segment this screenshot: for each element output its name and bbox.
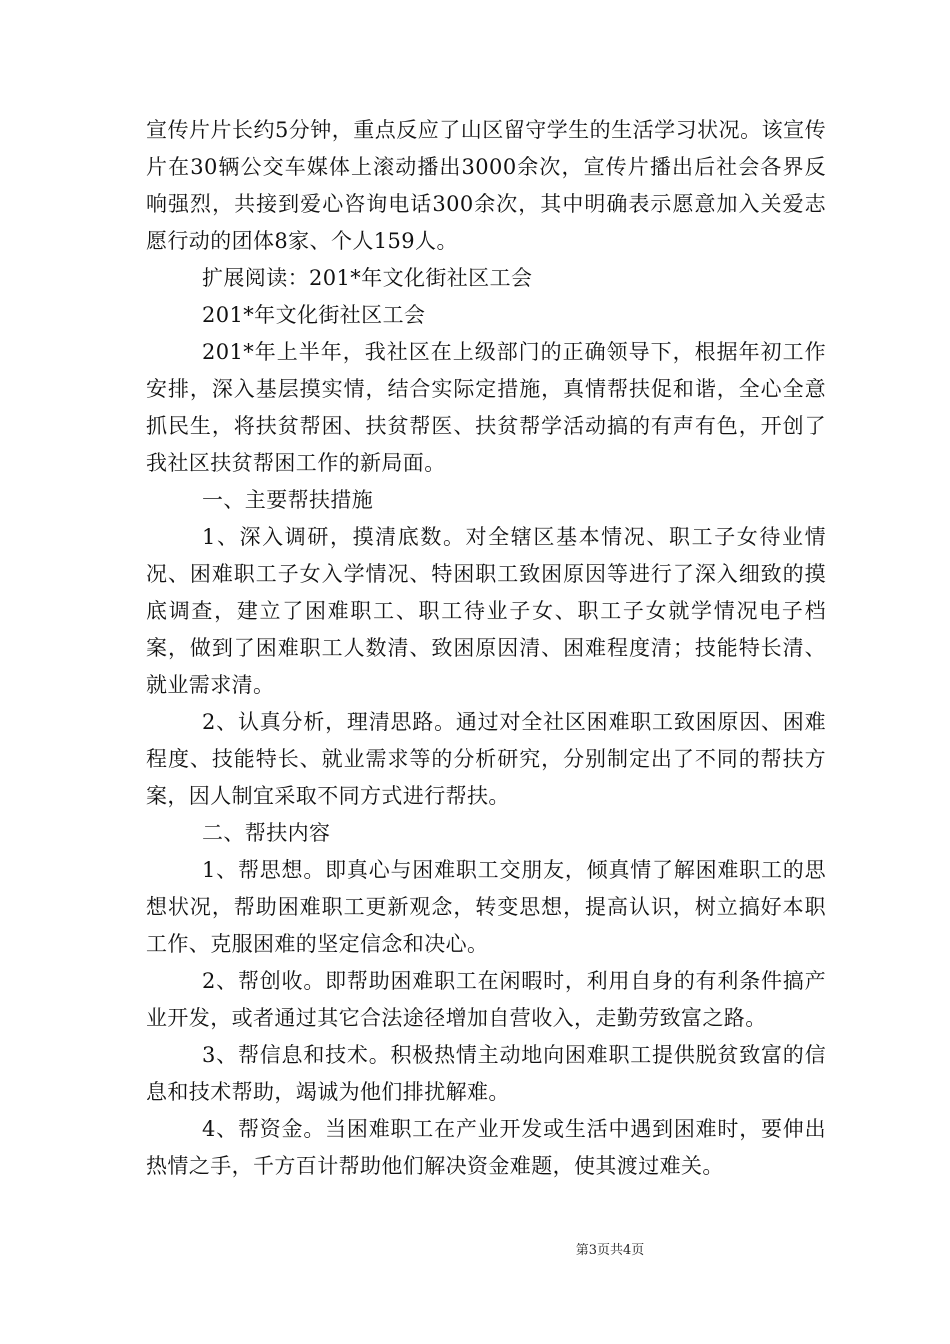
page-number-footer: 第3页共4页 [575,1243,645,1258]
paragraph-content-2: 2、帮创收。即帮助困难职工在闲暇时，利用自身的有利条件搞产业开发，或者通过其它合法途径增加自营收入，走勤劳致富之路。 [146,969,826,1030]
section-heading-measures: 一、主要帮扶措施 [202,488,374,512]
section-heading-content: 二、帮扶内容 [202,821,331,845]
paragraph-subtitle: 201*年文化街社区工会 [202,303,426,327]
paragraph-intro: 201*年上半年，我社区在上级部门的正确领导下，根据年初工作安排，深入基层摸实情，结合实际定措施，真情帮扶促和谐，全心全意抓民生，将扶贫帮困、扶贫帮医、扶贫帮学活动搞的有声有色，开创了我社区扶贫帮困工作的新局面。 [146,340,826,475]
paragraph-content-1: 1、帮思想。即真心与困难职工交朋友，倾真情了解困难职工的思想状况，帮助困难职工更新观念，转变思想，提高认识，树立搞好本职工作、克服困难的坚定信念和决心。 [146,858,826,956]
paragraph-measure-1: 1、深入调研，摸清底数。对全辖区基本情况、职工子女待业情况、困难职工子女入学情况、特困职工致困原因等进行了深入细致的摸底调查，建立了困难职工、职工待业子女、职工子女就学情况电子档案，做到了困难职工人数清、致困原因清、困难程度清；技能特长清、就业需求清。 [146,525,826,697]
paragraph-content-3: 3、帮信息和技术。积极热情主动地向困难职工提供脱贫致富的信息和技术帮助，竭诚为他们排扰解难。 [146,1043,826,1104]
paragraph-measure-2: 2、认真分析，理清思路。通过对全社区困难职工致困原因、困难程度、技能特长、就业需求等的分析研究，分别制定出了不同的帮扶方案，因人制宜采取不同方式进行帮扶。 [146,710,826,808]
paragraph-content-4: 4、帮资金。当困难职工在产业开发或生活中遇到困难时，要伸出热情之手，千方百计帮助他们解决资金难题，使其渡过难关。 [146,1117,826,1178]
paragraph-extended-reading: 扩展阅读：201*年文化街社区工会 [202,266,533,290]
paragraph-promo-video: 宣传片片长约5分钟，重点反应了山区留守学生的生活学习状况。该宣传片在30辆公交车媒体上滚动播出3000余次，宣传片播出后社会各界反响强烈，共接到爱心咨询电话300余次，其中明确表示愿意加入关爱志愿行动的团体8家、个人159人。 [146,118,826,253]
document-body [146,112,826,1185]
